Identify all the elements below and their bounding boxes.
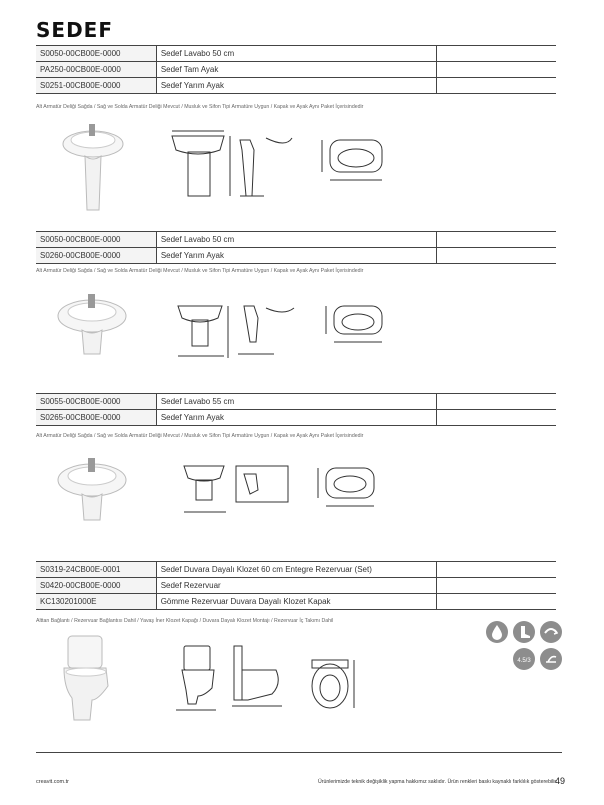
product-code: S0055-00CB00E-0000 [36,394,156,410]
product-desc: Sedef Tam Ayak [156,62,436,78]
table-row[interactable] [36,46,556,62]
product-desc: Sedef Lavabo 50 cm [156,46,436,62]
half-pedestal-basin-55-photo [52,452,132,526]
product-code: KC130201000E [36,594,156,610]
toilet-photo [58,632,118,724]
table-row[interactable] [36,78,556,94]
product-desc: Sedef Duvara Dayalı Klozet 60 cm Entegre Rezervuar (Set) [156,562,436,578]
table-row[interactable] [36,394,556,410]
product-note: Alttan Bağlantı / Rezervuar Bağlantısı Dahil / Yavaş İner Klozet Kapağı / Duvara Dayalı Klozet Montajı / Rezervuar İç Takımı Dahil [36,618,334,624]
product-desc: Sedef Yarım Ayak [156,78,436,94]
product-desc: Sedef Lavabo 55 cm [156,394,436,410]
table-row[interactable] [36,578,556,594]
pedestal-basin-photo [58,118,128,216]
eco-badge-icon [513,648,535,670]
product-code: S0050-00CB00E-0000 [36,46,156,62]
table-row[interactable] [36,62,556,78]
product-desc: Sedef Yarım Ayak [156,248,436,264]
half-pedestal-basin-drawing [174,298,396,368]
table-row[interactable] [36,232,556,248]
product-note: Alt Armatür Deliği Sağda / Sağ ve Solda Armatür Deliği Mevcut / Musluk ve Sifon Tipi Armatüre Uygun / Kapak ve Ayak Aynı Paket İçerisindedir [36,268,364,274]
water-saving-icon [486,621,508,643]
product-table-1 [36,45,556,94]
product-desc: Gömme Rezervuar Duvara Dayalı Klozet Kapak [156,594,436,610]
table-row[interactable] [36,594,556,610]
flush-icon [540,621,562,643]
product-table-2 [36,231,556,264]
product-note: Alt Armatür Deliği Sağda / Sağ ve Solda Armatür Deliği Mevcut / Musluk ve Sifon Tipi Armatüre Uygun / Kapak ve Ayak Aynı Paket İçerisindedir [36,104,364,110]
product-code: S0319-24CB00E-0001 [36,562,156,578]
product-table-4 [36,561,556,610]
pedestal-basin-drawing [168,128,398,200]
soft-close-icon [540,648,562,670]
product-desc: Sedef Rezervuar [156,578,436,594]
product-desc: Sedef Lavabo 50 cm [156,232,436,248]
product-code: S0260-00CB00E-0000 [36,248,156,264]
product-table-3 [36,393,556,426]
page-number: 49 [555,776,566,786]
product-code: S0050-00CB00E-0000 [36,232,156,248]
table-row[interactable] [36,410,556,426]
boot-icon [513,621,535,643]
table-row[interactable] [36,562,556,578]
product-code: PA250-00CB00E-0000 [36,62,156,78]
product-code: S0265-00CB00E-0000 [36,410,156,426]
brand-logo: SEDEF [36,18,113,42]
half-pedestal-basin-photo [52,290,132,360]
product-note: Alt Armatür Deliği Sağda / Sağ ve Solda Armatür Deliği Mevcut / Musluk ve Sifon Tipi Armatüre Uygun / Kapak ve Ayak Aynı Paket İçerisindedir [36,433,364,439]
footer-website[interactable]: creavit.com.tr [36,779,70,785]
half-pedestal-basin-55-drawing [180,460,392,522]
footer-divider [36,752,562,753]
toilet-drawing [172,640,362,712]
footer-disclaimer: Ürünlerimizde teknik değişiklik yapma hakkımız saklıdır. Ürün renkleri baskı kaynaklı farklılık gösterebilir. [318,779,558,785]
table-row[interactable] [36,248,556,264]
product-code: S0251-00CB00E-0000 [36,78,156,94]
product-code: S0420-00CB00E-0000 [36,578,156,594]
product-desc: Sedef Yarım Ayak [156,410,436,426]
eco-label: 4.5/3 [517,658,531,664]
